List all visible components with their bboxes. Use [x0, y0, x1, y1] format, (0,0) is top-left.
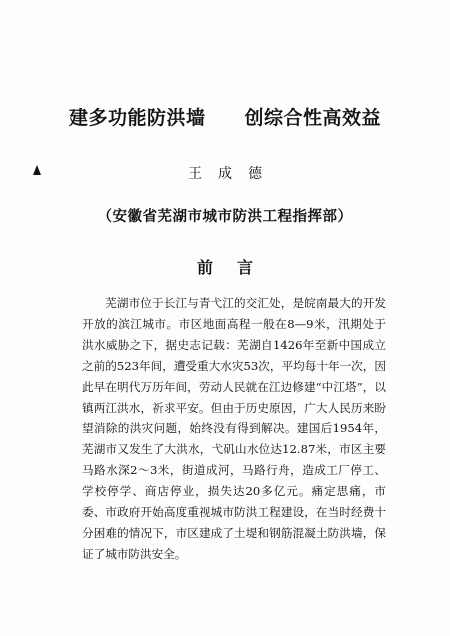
article-title: 建多功能防洪墙 创综合性高效益 — [68, 107, 381, 129]
author-name: 王成德 — [188, 166, 278, 182]
author-affiliation: （安徽省芜湖市城市防洪工程指挥部） — [97, 208, 353, 225]
body-paragraph: 芜湖市位于长江与青弋江的交汇处，是皖南最大的开发开放的滨江城市。市区地面高程一般在8—9米，汛期处于洪水威胁之下，据史志记载：芜湖自1426年至新中国成立之前的523年间，遭受重大水灾53次，平均每十年一次，因此早在明代万历年间，劳动人民就在江边修建“中江塔”，以镇两江洪水，祈求平安。但由于历史原因，广大人民历来盼望消除的洪灾问题，始终没有得到解决。建国后1954年，芜湖市又发生了大洪水，弋矶山水位达12.87米，市区主要马路水深2～3米，街道成河，马路行舟，造成工厂停工、学校停学、商店停业，损失达20多亿元。痛定思痛，市委、市政府开始高度重视城市防洪工程建设，在当时经费十分困难的情况下，市区建成了土堤和钢筋混凝土防洪墙，保证了城市防洪安全。 — [82, 296, 386, 561]
section-heading: 前言 — [196, 258, 277, 277]
